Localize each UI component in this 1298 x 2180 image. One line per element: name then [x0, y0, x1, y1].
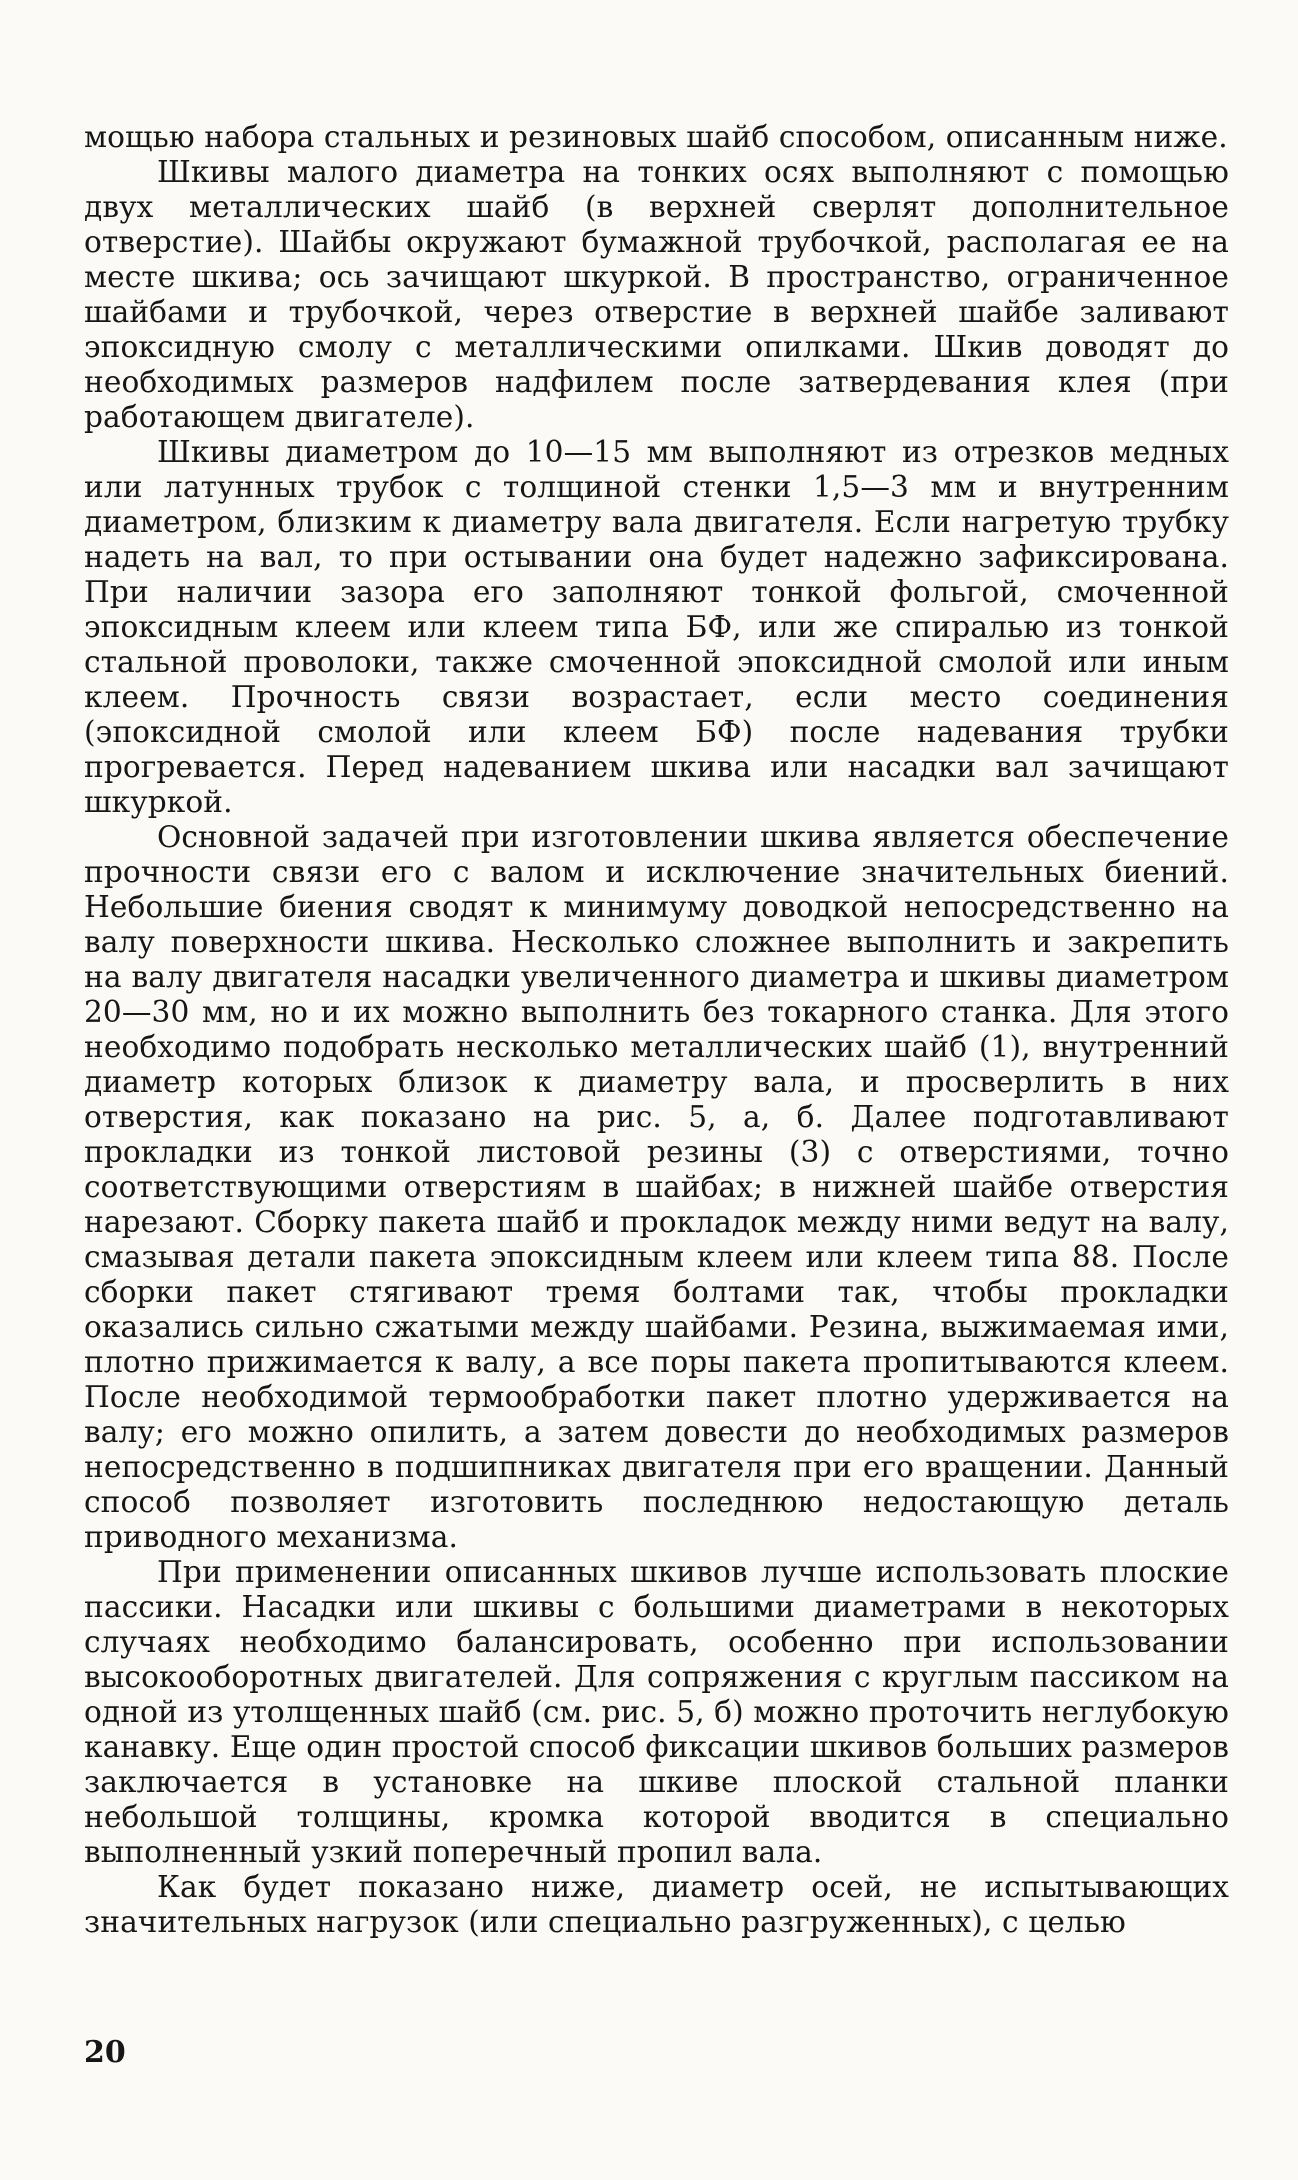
paragraph-flat-belts: При применении описанных шкивов лучше использовать плоские пассики. Насадки или шкивы с большими диаметрами в некоторых случаях необходимо балансировать, особенно при использовании высокооборотных двигателей. Для сопряжения с круглым пассиком на одной из утолщенных шайб (см. рис. 5, б) можно проточить неглубокую канавку. Еще один простой способ фиксации шкивов больших размеров заключается в установке на шкиве плоской стальной планки небольшой толщины, кромка которой вводится в специально выполненный узкий поперечный пропил вала.: [84, 1555, 1229, 1869]
page-number: 20: [84, 2035, 126, 2070]
paragraph-continuation: мощью набора стальных и резиновых шайб способом, описанным ниже.: [84, 120, 1228, 154]
paragraph-small-pulleys: Шкивы малого диаметра на тонких осях выполняют с помощью двух металлических шайб (в верхней сверлят дополнительное отверстие). Шайбы окружают бумажной трубочкой, располагая ее на месте шкива; ось зачищают шкуркой. В пространство, ограниченное шайбами и трубочкой, через отверстие в верхней шайбе заливают эпоксидную смолу с металлическими опилками. Шкив доводят до необходимых размеров надфилем после затвердевания клея (при работающем двигателе).: [84, 155, 1229, 434]
paragraph-tube-pulleys: Шкивы диаметром до 10—15 мм выполняют из отрезков медных или латунных трубок с толщиной стенки 1,5—3 мм и внутренним диаметром, близким к диаметру вала двигателя. Если нагретую трубку надеть на вал, то при остывании она будет надежно зафиксирована. При наличии зазора его заполняют тонкой фольгой, смоченной эпоксидным клеем или клеем типа БФ, или же спиралью из тонкой стальной проволоки, также смоченной эпоксидной смолой или иным клеем. Прочность связи возрастает, если место соединения (эпоксидной смолой или клеем БФ) после надевания трубки прогревается. Перед надеванием шкива или насадки вал зачищают шкуркой.: [84, 435, 1229, 819]
page-body: [84, 120, 1229, 1940]
paragraph-main-task: Основной задачей при изготовлении шкива является обеспечение прочности связи его с валом и исключение значительных биений. Небольшие биения сводят к минимуму доводкой непосредственно на валу поверхности шкива. Несколько сложнее выполнить и закрепить на валу двигателя насадки увеличенного диаметра и шкивы диаметром 20—30 мм, но и их можно выполнить без токарного станка. Для этого необходимо подобрать несколько металлических шайб (1), внутренний диаметр которых близок к диаметру вала, и просверлить в них отверстия, как показано на рис. 5, а, б. Далее подготавливают прокладки из тонкой листовой резины (3) с отверстиями, точно соответствующими отверстиям в шайбах; в нижней шайбе отверстия нарезают. Сборку пакета шайб и прокладок между ними ведут на валу, смазывая детали пакета эпоксидным клеем или клеем типа 88. После сборки пакет стягивают тремя болтами так, чтобы прокладки оказались сильно сжатыми между шайбами. Резина, выжимаемая ими, плотно прижимается к валу, а все поры пакета пропитываются клеем. После необходимой термообработки пакет плотно удерживается на валу; его можно опилить, а затем довести до необходимых размеров непосредственно в подшипниках двигателя при его вращении. Данный способ позволяет изготовить последнюю недостающую деталь приводного механизма.: [84, 820, 1229, 1554]
paragraph-shaft-diameter: Как будет показано ниже, диаметр осей, не испытывающих значительных нагрузок (или специально разгруженных), с целью: [84, 1870, 1229, 1939]
